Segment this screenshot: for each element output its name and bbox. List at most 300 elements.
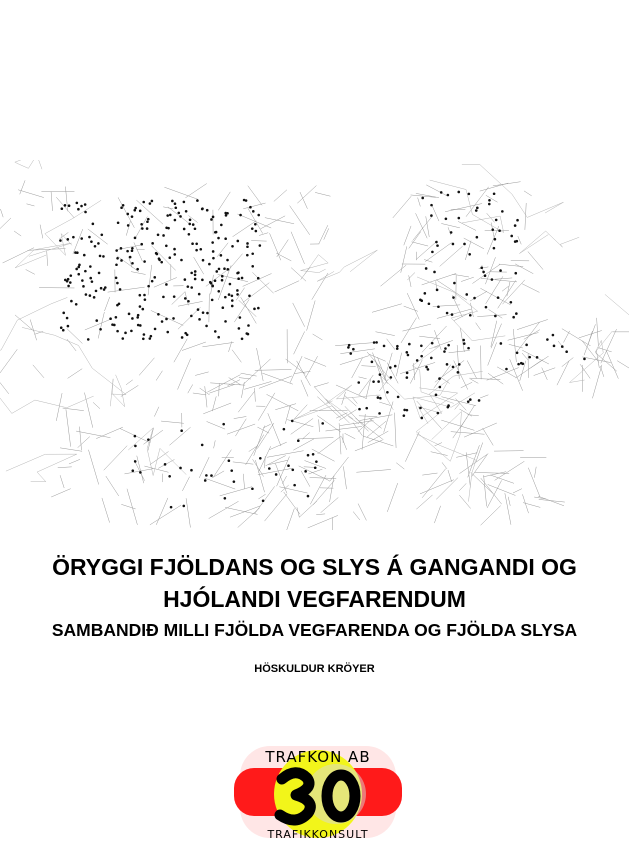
- accident-point: [102, 255, 105, 258]
- accident-point: [140, 243, 143, 246]
- accident-point: [140, 223, 143, 226]
- accident-point: [435, 394, 438, 397]
- accident-point: [157, 313, 160, 316]
- accident-point: [124, 332, 127, 335]
- accident-point: [68, 204, 71, 207]
- accident-point: [211, 241, 214, 244]
- accident-point: [94, 245, 97, 248]
- accident-point: [379, 373, 382, 376]
- accident-point: [156, 253, 159, 256]
- accident-point: [447, 344, 450, 347]
- accident-point: [446, 363, 449, 366]
- accident-point: [452, 296, 455, 299]
- accident-point: [249, 206, 252, 209]
- accident-point: [358, 408, 361, 411]
- accident-point: [134, 237, 137, 240]
- accident-point: [315, 460, 318, 463]
- accident-point: [181, 336, 184, 339]
- accident-point: [153, 276, 156, 279]
- accident-point: [76, 251, 79, 254]
- accident-point: [134, 207, 137, 210]
- accident-point: [514, 272, 517, 275]
- accident-point: [154, 328, 157, 331]
- accident-point: [561, 345, 564, 348]
- accident-point: [183, 228, 186, 231]
- accident-point: [514, 240, 517, 243]
- accident-point: [120, 247, 123, 250]
- accident-point: [179, 467, 182, 470]
- accident-point: [451, 313, 454, 316]
- accident-point: [198, 293, 201, 296]
- accident-point: [164, 463, 167, 466]
- accident-point: [162, 234, 165, 237]
- accident-point: [224, 320, 227, 323]
- accident-point: [147, 438, 150, 441]
- accident-point: [389, 366, 392, 369]
- accident-point: [166, 331, 169, 334]
- accident-point: [450, 231, 453, 234]
- subtitle: SAMBANDIÐ MILLI FJÖLDA VEGFARENDA OG FJÖLDA SLYSA: [51, 620, 578, 640]
- accident-point: [406, 372, 409, 375]
- accident-point: [268, 467, 271, 470]
- accident-point: [446, 312, 449, 315]
- accident-point: [172, 317, 175, 320]
- accident-point: [204, 479, 207, 482]
- accident-point: [321, 422, 324, 425]
- accident-point: [117, 221, 120, 224]
- accident-point: [394, 365, 397, 368]
- accident-point: [120, 206, 123, 209]
- accident-point: [220, 254, 223, 257]
- accident-point: [495, 219, 498, 222]
- accident-point: [254, 223, 257, 226]
- accident-point: [75, 268, 78, 271]
- accident-point: [89, 277, 92, 280]
- accident-point: [478, 399, 481, 402]
- accident-point: [229, 283, 232, 286]
- accident-point: [390, 376, 393, 379]
- accident-point: [129, 256, 132, 259]
- accident-point: [139, 210, 142, 213]
- accident-point: [241, 277, 244, 280]
- accident-point: [493, 192, 496, 195]
- accident-point: [126, 213, 129, 216]
- accident-point: [206, 209, 209, 212]
- accident-point: [520, 362, 523, 365]
- accident-point: [516, 219, 519, 222]
- accident-point: [583, 358, 586, 361]
- accident-point: [257, 277, 260, 280]
- accident-point: [488, 199, 491, 202]
- accident-point: [469, 398, 472, 401]
- accident-point: [236, 293, 239, 296]
- accident-point: [375, 341, 378, 344]
- logo-bottom-text: TRAFIKKONSULT: [267, 828, 369, 841]
- accident-point: [131, 262, 134, 265]
- accident-point: [222, 423, 225, 426]
- accident-point: [130, 330, 133, 333]
- accident-point: [191, 242, 194, 245]
- accident-point: [259, 244, 262, 247]
- accident-point: [87, 338, 90, 341]
- accident-point: [220, 224, 223, 227]
- accident-point: [70, 300, 73, 303]
- accident-point: [69, 274, 72, 277]
- accident-point: [67, 325, 70, 328]
- accident-point: [237, 277, 240, 280]
- accident-point: [224, 296, 227, 299]
- accident-point: [463, 243, 466, 246]
- accident-point: [210, 474, 213, 477]
- accident-point: [439, 386, 442, 389]
- accident-point: [231, 299, 234, 302]
- street-network: [0, 160, 629, 530]
- accident-point: [131, 247, 134, 250]
- accident-point: [205, 474, 208, 477]
- accident-point: [428, 302, 431, 305]
- accident-point: [147, 218, 150, 221]
- accident-point: [438, 377, 441, 380]
- accident-point: [118, 302, 121, 305]
- accident-point: [379, 397, 382, 400]
- accident-point: [143, 260, 146, 263]
- accident-point: [473, 297, 476, 300]
- accident-point: [81, 279, 84, 282]
- accident-point: [131, 469, 134, 472]
- accident-point: [66, 317, 69, 320]
- accident-point: [206, 312, 209, 315]
- accident-point: [139, 305, 142, 308]
- accident-point: [127, 224, 130, 227]
- accident-point: [224, 497, 227, 500]
- accident-point: [431, 342, 434, 345]
- accident-point: [430, 357, 433, 360]
- accident-point: [447, 194, 450, 197]
- accident-point: [497, 296, 500, 299]
- accident-point: [226, 268, 229, 271]
- accident-point: [210, 282, 213, 285]
- accident-point: [174, 202, 177, 205]
- accident-point: [430, 204, 433, 207]
- accident-point: [211, 299, 214, 302]
- accident-point: [187, 285, 190, 288]
- accident-point: [113, 324, 116, 327]
- accident-point: [67, 278, 70, 281]
- accident-point: [115, 263, 118, 266]
- accident-point: [516, 351, 519, 354]
- accident-point: [103, 288, 106, 291]
- accident-point: [131, 317, 134, 320]
- accident-point: [134, 435, 137, 438]
- accident-point: [150, 335, 153, 338]
- accident-point: [146, 227, 149, 230]
- accident-point: [75, 303, 78, 306]
- accident-point: [287, 464, 290, 467]
- accident-point: [453, 282, 456, 285]
- accident-point: [194, 270, 197, 273]
- accident-point: [445, 217, 448, 220]
- accident-point: [245, 332, 248, 335]
- accident-point: [396, 345, 399, 348]
- accident-point: [131, 215, 134, 218]
- accident-point: [436, 244, 439, 247]
- accident-point: [115, 276, 118, 279]
- accident-point: [231, 245, 234, 248]
- accident-point: [212, 216, 215, 219]
- accident-point: [62, 329, 65, 332]
- accident-point: [283, 428, 286, 431]
- accident-point: [546, 338, 549, 341]
- accident-point: [217, 336, 220, 339]
- accident-point: [174, 206, 177, 209]
- accident-point: [109, 317, 112, 320]
- accident-point: [241, 337, 244, 340]
- accident-point: [116, 330, 119, 333]
- accident-point: [182, 505, 185, 508]
- accident-point: [505, 368, 508, 371]
- accident-point: [349, 352, 352, 355]
- accident-point: [499, 269, 502, 272]
- accident-point: [420, 344, 423, 347]
- accident-point: [512, 316, 515, 319]
- accident-point: [406, 409, 409, 412]
- accident-point: [246, 245, 249, 248]
- accident-point: [169, 214, 172, 217]
- accident-point: [482, 271, 485, 274]
- accident-point: [158, 259, 161, 262]
- accident-point: [226, 259, 229, 262]
- accident-point: [188, 223, 191, 226]
- accident-point: [419, 407, 422, 410]
- accident-point: [194, 273, 197, 276]
- accident-point: [525, 344, 528, 347]
- accident-point: [257, 214, 260, 217]
- accident-point: [85, 293, 88, 296]
- accident-point: [199, 248, 202, 251]
- accident-point: [149, 337, 152, 340]
- accident-point: [168, 256, 171, 259]
- accident-point: [291, 468, 294, 471]
- accident-point: [396, 347, 399, 350]
- title-line-2: HJÓLANDI VEGFARENDUM: [163, 586, 466, 612]
- accident-point: [408, 343, 411, 346]
- accident-point: [378, 412, 381, 415]
- accident-point: [187, 300, 190, 303]
- accident-point: [197, 308, 200, 311]
- accident-point: [201, 208, 204, 211]
- accident-point: [224, 237, 227, 240]
- accident-point: [214, 330, 217, 333]
- accident-point: [160, 261, 163, 264]
- accident-point: [383, 345, 386, 348]
- accident-point: [202, 311, 205, 314]
- accident-point: [352, 348, 355, 351]
- accident-point: [100, 233, 103, 236]
- accident-point: [93, 296, 96, 299]
- accident-point: [215, 270, 218, 273]
- accident-point: [457, 371, 460, 374]
- accident-point: [139, 294, 142, 297]
- accident-point: [61, 207, 64, 210]
- accident-point: [223, 267, 226, 270]
- accident-point: [403, 409, 406, 412]
- accident-point: [357, 381, 360, 384]
- accident-point: [436, 289, 439, 292]
- accident-point: [498, 229, 501, 232]
- accident-point: [246, 254, 249, 257]
- accident-point: [151, 280, 154, 283]
- accident-point: [171, 200, 174, 203]
- accident-point: [84, 270, 87, 273]
- accident-point: [514, 224, 517, 227]
- accident-point: [97, 242, 100, 245]
- accident-point: [488, 203, 491, 206]
- accident-point: [136, 316, 139, 319]
- accident-point: [517, 363, 520, 366]
- accident-point: [177, 212, 180, 215]
- accident-point: [84, 211, 87, 214]
- accident-point: [252, 210, 255, 213]
- accident-point: [143, 294, 146, 297]
- accident-point: [236, 240, 239, 243]
- accident-point: [119, 288, 122, 291]
- accident-point: [82, 285, 85, 288]
- accident-point: [174, 219, 177, 222]
- accident-point: [257, 307, 260, 310]
- accident-point: [397, 396, 400, 399]
- accident-point: [77, 208, 80, 211]
- accident-point: [99, 255, 102, 258]
- accident-point: [180, 259, 183, 262]
- accident-point: [115, 249, 118, 252]
- accident-point: [128, 313, 131, 316]
- accident-point: [377, 396, 380, 399]
- accident-point: [262, 499, 265, 502]
- accident-point: [420, 355, 423, 358]
- accident-point: [116, 257, 119, 260]
- accident-point: [186, 334, 189, 337]
- accident-point: [134, 460, 137, 463]
- accident-point: [485, 306, 488, 309]
- accident-point: [151, 242, 154, 245]
- author-name: HÖSKULDUR KRÖYER: [254, 663, 375, 675]
- accident-point: [236, 289, 239, 292]
- accident-point: [136, 268, 139, 271]
- accident-point: [425, 366, 428, 369]
- accident-point: [144, 298, 147, 301]
- accident-point: [443, 350, 446, 353]
- accident-point: [76, 202, 79, 205]
- accident-point: [72, 236, 75, 239]
- accident-point: [188, 233, 191, 236]
- accident-point: [491, 278, 494, 281]
- accident-point: [190, 469, 193, 472]
- accident-point: [224, 212, 227, 215]
- accident-point: [100, 287, 103, 290]
- accident-point: [231, 305, 234, 308]
- accident-point: [297, 439, 300, 442]
- accident-point: [565, 350, 568, 353]
- accident-point: [95, 290, 98, 293]
- accident-point: [494, 238, 497, 241]
- accident-point: [468, 253, 471, 256]
- accident-point: [403, 414, 406, 417]
- accident-point: [221, 275, 224, 278]
- accident-point: [259, 457, 262, 460]
- accident-point: [246, 242, 249, 245]
- accident-point: [146, 220, 149, 223]
- accident-point: [293, 484, 296, 487]
- accident-point: [314, 466, 317, 469]
- accident-point: [201, 444, 204, 447]
- accident-point: [452, 243, 455, 246]
- accident-point: [416, 359, 419, 362]
- accident-point: [253, 308, 256, 311]
- accident-point: [92, 223, 95, 226]
- accident-point: [553, 345, 556, 348]
- accident-point: [218, 268, 221, 271]
- accident-point: [347, 346, 350, 349]
- accident-point: [161, 320, 164, 323]
- accident-point: [88, 236, 91, 239]
- accident-point: [230, 469, 233, 472]
- accident-point: [151, 200, 154, 203]
- accident-point: [115, 316, 118, 319]
- accident-point: [162, 296, 165, 299]
- accident-point: [476, 236, 479, 239]
- accident-point: [190, 272, 193, 275]
- accident-point: [180, 429, 183, 432]
- accident-point: [420, 417, 423, 420]
- logo-top-text: TRAFKON AB: [265, 748, 371, 766]
- accident-point: [121, 337, 124, 340]
- accident-point: [425, 267, 428, 270]
- accident-point: [173, 253, 176, 256]
- accident-point: [120, 259, 123, 262]
- accident-point: [166, 214, 169, 217]
- accident-point: [214, 231, 217, 234]
- accident-point: [95, 319, 98, 322]
- accident-point: [184, 297, 187, 300]
- accident-point: [184, 278, 187, 281]
- accident-point: [475, 209, 478, 212]
- accident-point: [365, 407, 368, 410]
- accident-point: [491, 228, 494, 231]
- accident-point: [552, 334, 555, 337]
- accident-point: [201, 279, 204, 282]
- trafkon-logo: [232, 742, 404, 842]
- accident-point: [500, 342, 503, 345]
- accident-point: [190, 286, 193, 289]
- accident-point: [98, 272, 101, 275]
- accident-point: [141, 308, 144, 311]
- accident-point: [192, 223, 195, 226]
- accident-point: [84, 203, 87, 206]
- accident-point: [116, 282, 119, 285]
- accident-point: [435, 241, 438, 244]
- accident-point: [233, 480, 236, 483]
- accident-point: [251, 487, 254, 490]
- accident-point: [458, 363, 461, 366]
- accident-point: [275, 473, 278, 476]
- accident-point: [251, 265, 254, 268]
- accident-point: [194, 278, 197, 281]
- accident-point: [141, 227, 144, 230]
- accident-point: [60, 326, 63, 329]
- accident-point: [170, 506, 173, 509]
- accident-point: [142, 201, 145, 204]
- accident-point: [90, 240, 93, 243]
